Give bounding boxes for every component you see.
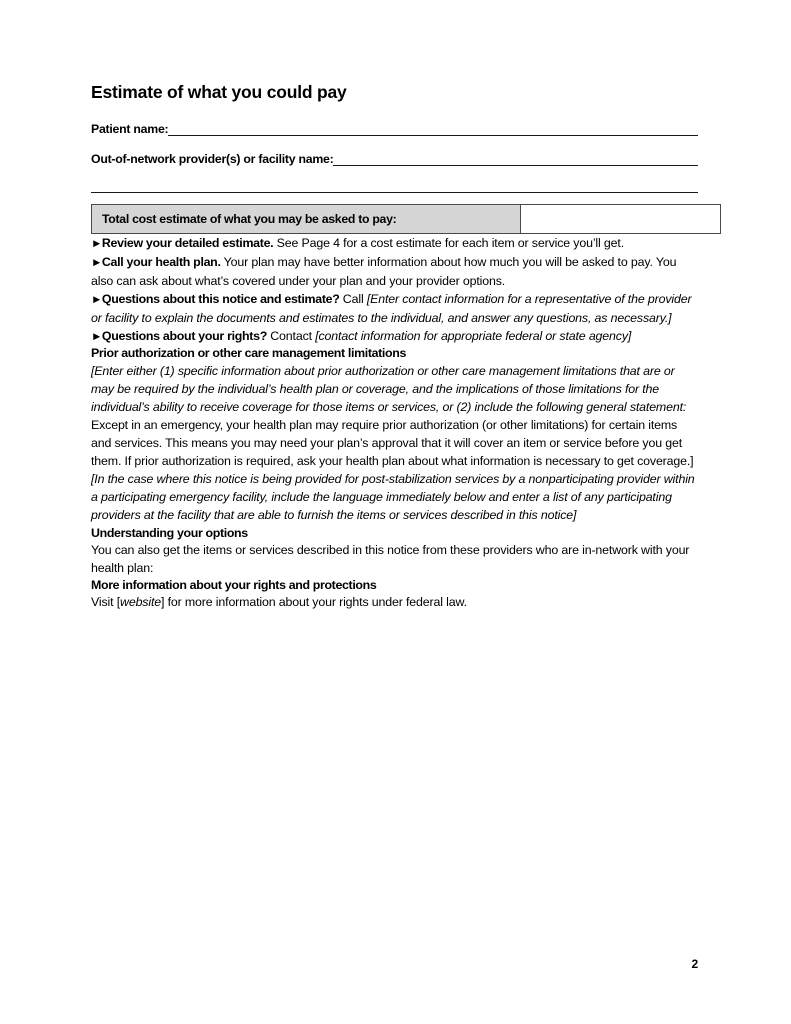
bullet-questions-rights-placeholder: [contact information for appropriate federal or state agency] xyxy=(315,328,632,343)
prior-authorization-general-statement: Except in an emergency, your health plan may require prior authorization (or other limitations) for certain items and services. This means you may need your plan’s approval that it will cover an item or service before you get them. If prior authorization is required, ask your health plan about what information is necessary to get coverage.] xyxy=(91,417,694,469)
bullet-review-estimate-text: See Page 4 for a cost estimate for each item or service you’ll get. xyxy=(273,236,624,251)
more-information-prefix: Visit [ xyxy=(91,595,121,610)
bullet-questions-notice-placeholder: [Enter contact information for a representative of the provider or facility to explain the documents and estimates to the individual, and answer any questions, as necessary.] xyxy=(91,291,692,325)
bullet-questions-notice-text: Call xyxy=(339,291,367,306)
total-cost-estimate-table xyxy=(91,204,721,234)
bullet-questions-notice-bold: Questions about this notice and estimate? xyxy=(101,291,340,306)
bullet-questions-notice-estimate xyxy=(91,290,698,327)
understanding-options-body: You can also get the items or services described in this notice from these providers who are in-network with your health plan: xyxy=(91,542,690,575)
bullet-call-health-plan-text: Your plan may have better information about how much you will be asked to pay. You also can ask about what’s covered under your plan and your provider options. xyxy=(91,254,677,288)
patient-name-input-line[interactable] xyxy=(168,124,698,136)
triangle-right-icon: ► xyxy=(91,238,102,251)
triangle-right-icon: ► xyxy=(91,256,102,269)
bullet-call-health-plan xyxy=(91,253,698,290)
triangle-right-icon: ► xyxy=(91,293,102,306)
section-heading-understanding-options: Understanding your options xyxy=(91,525,248,540)
bullet-questions-rights-bold: Questions about your rights? xyxy=(101,328,267,343)
bullet-call-health-plan-bold: Call your health plan. xyxy=(101,254,221,269)
bullet-review-estimate xyxy=(91,234,698,253)
provider-name-field-row xyxy=(91,152,698,166)
patient-name-label: Patient name: xyxy=(91,122,169,137)
table-row xyxy=(92,205,721,234)
website-placeholder: website xyxy=(120,595,161,610)
total-cost-value-cell[interactable] xyxy=(521,205,721,234)
page-title: Estimate of what you could pay xyxy=(91,82,347,102)
patient-name-field-row xyxy=(91,122,698,136)
triangle-right-icon: ► xyxy=(91,330,102,343)
bullet-review-estimate-bold: Review your detailed estimate. xyxy=(101,236,274,251)
prior-authorization-instruction: [Enter either (1) specific information about prior authorization or other care management limitations that are or may be required by the individual’s health plan or coverage, and the implications of those limitations for the individual’s ability to receive coverage for those items or services, or (2) include the following general statement: xyxy=(91,363,687,414)
provider-name-label: Out-of-network provider(s) or facility name: xyxy=(91,152,334,167)
section-heading-more-information: More information about your rights and protections xyxy=(91,577,377,592)
more-information-body xyxy=(91,593,698,611)
bullet-questions-rights-text: Contact xyxy=(266,328,316,343)
post-stabilization-note: [In the case where this notice is being provided for post-stabilization services by a nonparticipating provider within a participating emergency facility, include the language immediately below and enter a list of any participating providers at the facility that are able to furnish the items or services described in this notice] xyxy=(91,472,695,523)
total-cost-label-cell: Total cost estimate of what you may be asked to pay: xyxy=(92,205,521,234)
page-content xyxy=(91,0,698,611)
bullet-questions-rights xyxy=(91,327,698,346)
more-information-suffix: ] for more information about your rights under federal law. xyxy=(161,595,467,610)
section-heading-prior-authorization: Prior authorization or other care management limitations xyxy=(91,346,407,361)
page-number: 2 xyxy=(691,957,698,971)
provider-name-continuation-line[interactable] xyxy=(91,192,698,193)
provider-name-input-line[interactable] xyxy=(333,154,698,166)
